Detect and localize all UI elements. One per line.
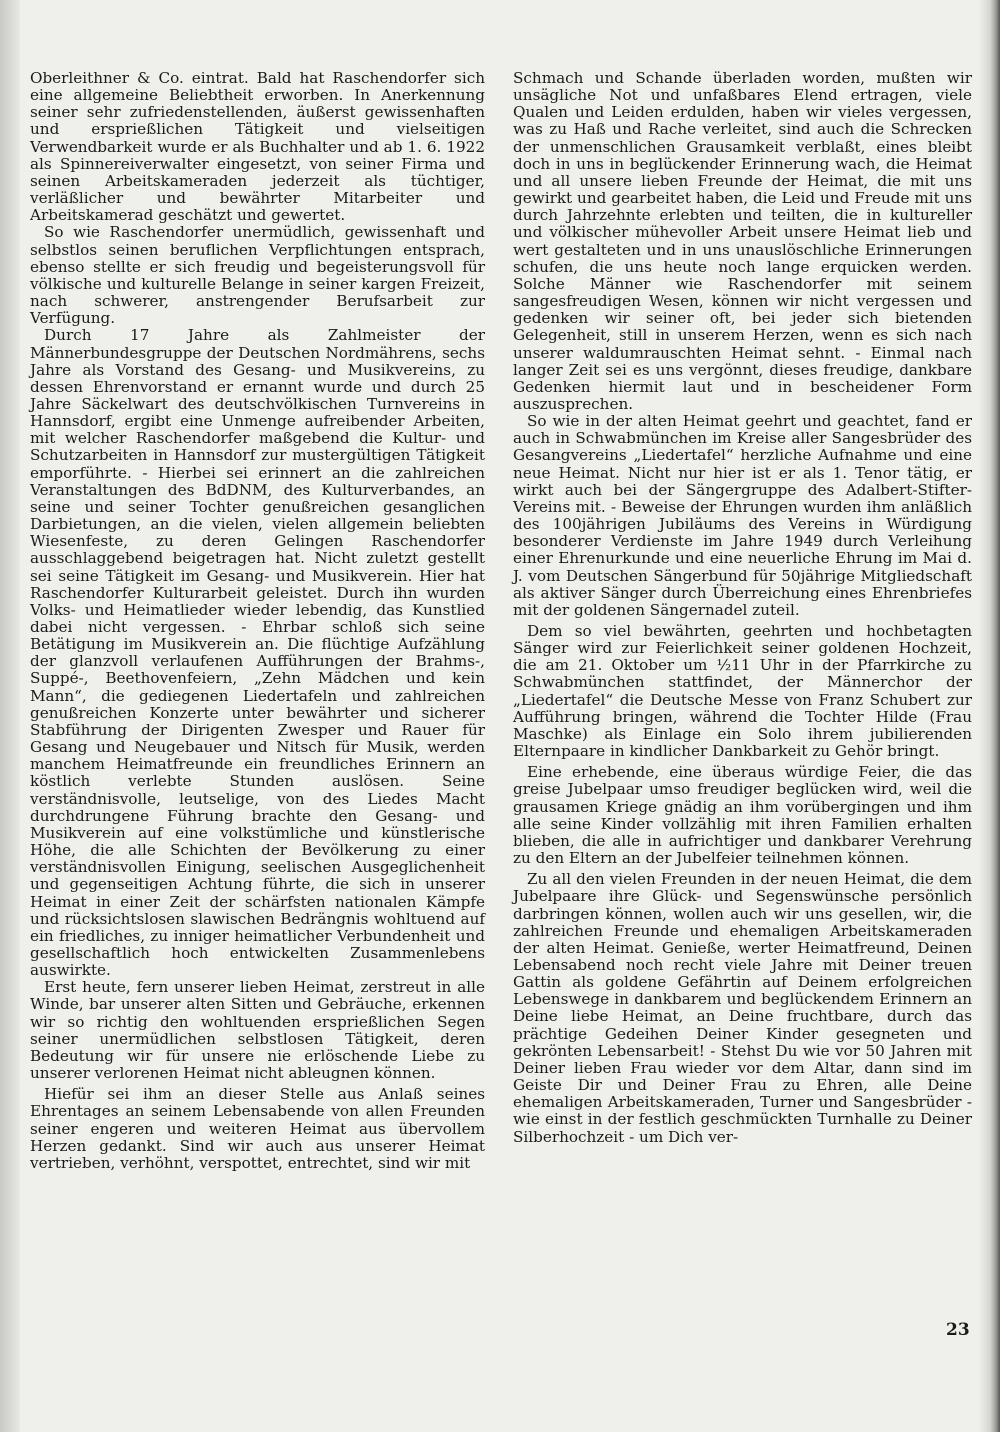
paragraph: Hiefür sei ihm an dieser Stelle aus Anlaß seines Ehrentages an seinem Lebensabende von allen Freunden seiner engeren und weiteren Heimat aus übervollem Herzen gedankt. Sind wir auch aus unserer Heimat vertrieben, verhöhnt, verspottet, entrechtet, sind wir mit <box>30 1085 485 1172</box>
paragraph: Dem so viel bewährten, geehrten und hochbetagten Sänger wird zur Feierlichkeit seiner goldenen Hochzeit, die am 21. Oktober um ½11 Uhr in der Pfarrkirche zu Schwabmünchen stattfindet, der Männerchor der „Liedertafel“ die Deutsche Messe von Franz Schubert zur Aufführung bringen, während die Tochter Hilde (Frau Maschke) als Einlage ein Solo ihrem jubilierenden Elternpaare in kindlicher Dankbarkeit zu Gehör bringt. <box>513 622 972 761</box>
paragraph: So wie in der alten Heimat geehrt und geachtet, fand er auch in Schwabmünchen im Kreise aller Sangesbrüder des Gesangvereins „Liedertafel“ herzliche Aufnahme und eine neue Heimat. Nicht nur hier ist er als 1. Tenor tätig, er wirkt auch bei der Sängergruppe des Adalbert-Stifter-Vereins mit. - Beweise der Ehrungen wurden ihm anläßlich des 100jährigen Jubiläums des Vereins in Würdigung besonderer Verdienste im Jahre 1949 durch Verleihung einer Ehrenurkunde und eine neuerliche Ehrung im Mai d. J. vom Deutschen Sängerbund für 50jährige Mitgliedschaft als aktiver Sänger durch Überreichung eines Ehrenbriefes mit der goldenen Sängernadel zuteil. <box>513 412 972 619</box>
left-column <box>30 70 485 1172</box>
page-right-edge <box>978 0 1000 1432</box>
page-number: 23 <box>946 1320 970 1340</box>
paragraph: Eine erhebende, eine überaus würdige Feier, die das greise Jubelpaar umso freudiger beglücken wird, weil die grausamen Kriege gnädig an ihm vorübergingen und ihm alle seine Kinder vollzählig mit ihren Familien erhalten blieben, die alle in aufrichtiger und dankbarer Verehrung zu den Eltern an der Jubelfeier teilnehmen können. <box>513 763 972 868</box>
page-left-shadow <box>0 0 20 1432</box>
right-column <box>513 70 972 1146</box>
paragraph: Schmach und Schande überladen worden, mußten wir unsägliche Not und unfaßbares Elend ertragen, viele Qualen und Leiden erdulden, haben wir vieles vergessen, was zu Haß und Rache verleitet, sind auch die Schrecken der unmenschlichen Grausamkeit verblaßt, eines bleibt doch in uns in beglückender Erinnerung wach, die Heimat und all unsere lieben Freunde der Heimat, die mit uns gewirkt und gearbeitet haben, die Leid und Freude mit uns durch Jahrzehnte erlebten und teilten, die in kultureller und völkischer mühevoller Arbeit unsere Heimat lieb und wert gestalteten und in uns unauslöschliche Erinnerungen schufen, die uns heute noch lange erquicken werden. Solche Männer wie Raschendorfer mit seinem sangesfreudigen Wesen, können wir nicht vergessen und gedenken wir seiner oft, bei jeder sich bietenden Gelegenheit, still in unserem Herzen, wenn es sich nach unserer waldumrauschten Heimat sehnt. - Einmal nach langer Zeit sei es uns vergönnt, dieses freudige, dankbare Gedenken hiermit laut und in bescheidener Form auszusprechen. <box>513 69 972 413</box>
paragraph: Erst heute, fern unserer lieben Heimat, zerstreut in alle Winde, bar unserer alten Sitten und Gebräuche, erkennen wir so richtig den wohltuenden ersprießlichen Segen seiner unermüdlichen selbstlosen Tätigkeit, deren Bedeutung wir für unsere nie erlöschende Liebe zu unserer verlorenen Heimat nicht ableugnen können. <box>30 978 485 1083</box>
paragraph: So wie Raschendorfer unermüdlich, gewissenhaft und selbstlos seinen beruflichen Verpflichtungen entsprach, ebenso stellte er sich freudig und begeisterungsvoll für völkische und kulturelle Belange in seiner kargen Freizeit, nach schwerer, anstrengender Berufsarbeit zur Verfügung. <box>30 223 485 328</box>
paragraph: Durch 17 Jahre als Zahlmeister der Männerbundesgruppe der Deutschen Nordmährens, sechs Jahre als Vorstand des Gesang- und Musikvereins, zu dessen Ehrenvorstand er ernannt wurde und durch 25 Jahre Säckelwart des deutschvölkischen Turnvereins in Hannsdorf, ergibt eine Unmenge aufreibender Arbeiten, mit welcher Raschendorfer maßgebend die Kultur- und Schutzarbeiten in Hannsdorf zur mustergültigen Tätigkeit emporführte. - Hierbei sei erinnert an die zahlreichen Veranstaltungen des BdDNM, des Kulturverbandes, an seine und seiner Tochter genußreichen gesanglichen Darbietungen, an die vielen, vielen allgemein beliebten Wiesenfeste, zu deren Gelingen Raschendorfer ausschlaggebend beigetragen hat. Nicht zuletzt gestellt sei seine Tätigkeit im Gesang- und Musikverein. Hier hat Raschendorfer Kulturarbeit geleistet. Durch ihn wurden Volks- und Heimatlieder wieder lebendig, das Kunstlied dabei nicht vergessen. - Ehrbar schloß sich seine Betätigung im Musikverein an. Die flüchtige Aufzählung der glanzvoll verlaufenen Aufführungen der Brahms-, Suppé-, Beethovenfeiern, „Zehn Mädchen und kein Mann“, die gediegenen Liedertafeln und zahlreichen genußreichen Konzerte unter bewährter und sicherer Stabführung der Dirigenten Zwesper und Rauer für Gesang und Neugebauer und Nitsch für Musik, werden manchem Heimatfreunde ein freundliches Erinnern an köstlich verlebte Stunden auslösen. Seine verständnisvolle, leutselige, von des Liedes Macht durchdrungene Führung brachte den Gesang- und Musikverein auf eine volkstümliche und künstlerische Höhe, die alle Schichten der Bevölkerung zu einer verständnisvollen Einigung, seelischen Ausgeglichenheit und gegenseitigen Achtung führte, die sich in unserer Heimat in einer Zeit der schärfsten nationalen Kämpfe und rücksichtslosen slawischen Bedrängnis wohltuend auf ein friedliches, zu inniger heimatlicher Verbundenheit und gesellschaftlich hoch entwickelten Zusammenlebens auswirkte. <box>30 326 485 980</box>
paragraph: Zu all den vielen Freunden in der neuen Heimat, die dem Jubelpaare ihre Glück- und Segenswünsche persönlich darbringen können, wollen auch wir uns gesellen, wir, die zahlreichen Freunde und ehemaligen Arbeitskameraden der alten Heimat. Genieße, werter Heimatfreund, Deinen Lebensabend noch recht viele Jahre mit Deiner treuen Gattin als goldene Gefährtin auf Deinem erfolgreichen Lebenswege in dankbarem und beglückendem Erinnern an Deine liebe Heimat, an Deine fruchtbare, durch das prächtige Gedeihen Deiner Kinder gesegneten und gekrönten Lebensarbeit! - Stehst Du wie vor 50 Jahren mit Deiner lieben Frau wieder vor dem Altar, dann sind im Geiste Dir und Deiner Frau zu Ehren, alle Deine ehemaligen Arbeitskameraden, Turner und Sangesbrüder - wie einst in der festlich geschmückten Turnhalle zu Deiner Silberhochzeit - um Dich ver- <box>513 870 972 1146</box>
paragraph: Oberleithner & Co. eintrat. Bald hat Raschendorfer sich eine allgemeine Beliebtheit erworben. In Anerkennung seiner sehr zufriedenstellenden, äußerst gewissenhaften und ersprießlichen Tätigkeit und vielseitigen Verwendbarkeit wurde er als Buchhalter und ab 1. 6. 1922 als Spinnereiverwalter eingesetzt, von seiner Firma und seinen Arbeitskameraden jederzeit als tüchtiger, verläßlicher und bewährter Mitarbeiter und Arbeitskamerad geschätzt und gewertet. <box>30 69 485 225</box>
